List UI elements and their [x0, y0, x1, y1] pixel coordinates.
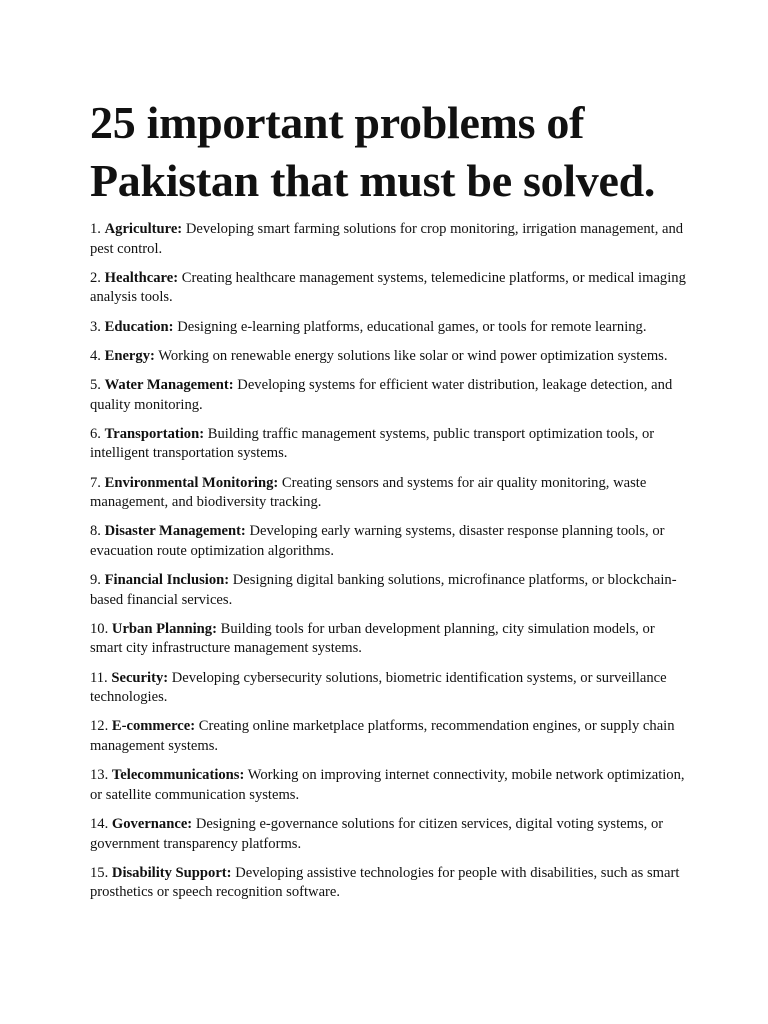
item-term: Governance:: [111, 815, 193, 832]
document-page: [90, 94, 690, 913]
list-item: [90, 815, 690, 854]
item-text: Designing e-learning platforms, educational games, or tools for remote learning.: [177, 318, 647, 335]
item-text: Developing systems for efficient water distribution, leakage detection, and quality monitoring.: [90, 376, 673, 413]
item-term: Agriculture:: [104, 221, 183, 237]
item-term: Telecommunications:: [111, 767, 245, 784]
item-text: Creating healthcare management systems, telemedicine platforms, or medical imaging analysis tools.: [90, 269, 686, 306]
item-term: E-commerce:: [111, 718, 196, 735]
item-text: Building traffic management systems, public transport optimization tools, or intelligent transportation systems.: [90, 425, 655, 462]
list-item: [90, 620, 690, 659]
item-text: Creating online marketplace platforms, recommendation engines, or supply chain management systems.: [90, 718, 675, 754]
item-term: Urban Planning:: [111, 620, 217, 637]
item-number: 2.: [90, 269, 101, 286]
item-term: Energy:: [104, 347, 155, 364]
item-number: 15.: [90, 864, 109, 881]
item-text: Developing cybersecurity solutions, biometric identification systems, or surveillance technologies.: [90, 669, 667, 706]
item-term: Healthcare:: [104, 269, 179, 286]
item-number: 3.: [90, 318, 101, 335]
item-term: Security:: [111, 669, 169, 686]
list-item: [90, 474, 690, 513]
item-text: Working on improving internet connectivity, mobile network optimization, or satellite communication systems.: [90, 767, 685, 803]
document-title: 25 important problems of Pakistan that must be solved.: [90, 97, 656, 206]
item-number: 11.: [90, 669, 108, 686]
item-number: 6.: [90, 425, 101, 442]
list-item: [90, 220, 690, 259]
item-text: Creating sensors and systems for air quality monitoring, waste management, and biodiversity tracking.: [90, 474, 647, 511]
item-text: Working on renewable energy solutions like solar or wind power optimization systems.: [158, 347, 668, 364]
item-term: Education:: [104, 318, 174, 335]
list-item: [90, 717, 690, 756]
item-text: Designing e-governance solutions for citizen services, digital voting systems, or government transparency platforms.: [90, 815, 664, 852]
list-item: [90, 318, 690, 338]
item-number: 1.: [90, 221, 101, 237]
item-term: Disability Support:: [111, 864, 232, 881]
list-item: [90, 425, 690, 464]
list-item: [90, 864, 690, 903]
item-term: Financial Inclusion:: [104, 572, 230, 589]
item-number: 13.: [90, 767, 109, 784]
item-text: Designing digital banking solutions, microfinance platforms, or blockchain-based financial services.: [90, 572, 677, 608]
item-number: 10.: [90, 620, 109, 637]
item-text: Developing early warning systems, disaster response planning tools, or evacuation route optimization algorithms.: [90, 523, 665, 559]
list-item: [90, 766, 690, 805]
item-number: 14.: [90, 815, 109, 832]
item-number: 7.: [90, 474, 101, 491]
item-term: Transportation:: [104, 425, 205, 442]
item-number: 5.: [90, 376, 101, 393]
item-number: 8.: [90, 523, 101, 540]
problem-list: [90, 220, 690, 903]
list-item: [90, 269, 690, 308]
item-text: Developing smart farming solutions for crop monitoring, irrigation management, and pest control.: [90, 221, 684, 257]
item-number: 4.: [90, 347, 101, 364]
item-number: 9.: [90, 572, 101, 589]
item-term: Water Management:: [104, 376, 234, 393]
list-item: [90, 376, 690, 415]
item-text: Building tools for urban development planning, city simulation models, or smart city infrastructure management systems.: [90, 620, 655, 657]
list-item: [90, 571, 690, 610]
list-item: [90, 347, 690, 367]
item-text: Developing assistive technologies for people with disabilities, such as smart prosthetics or speech recognition software.: [90, 864, 680, 901]
item-term: Disaster Management:: [104, 523, 246, 540]
list-item: [90, 669, 690, 708]
item-number: 12.: [90, 718, 109, 735]
list-item: [90, 522, 690, 561]
item-term: Environmental Monitoring:: [104, 474, 279, 491]
